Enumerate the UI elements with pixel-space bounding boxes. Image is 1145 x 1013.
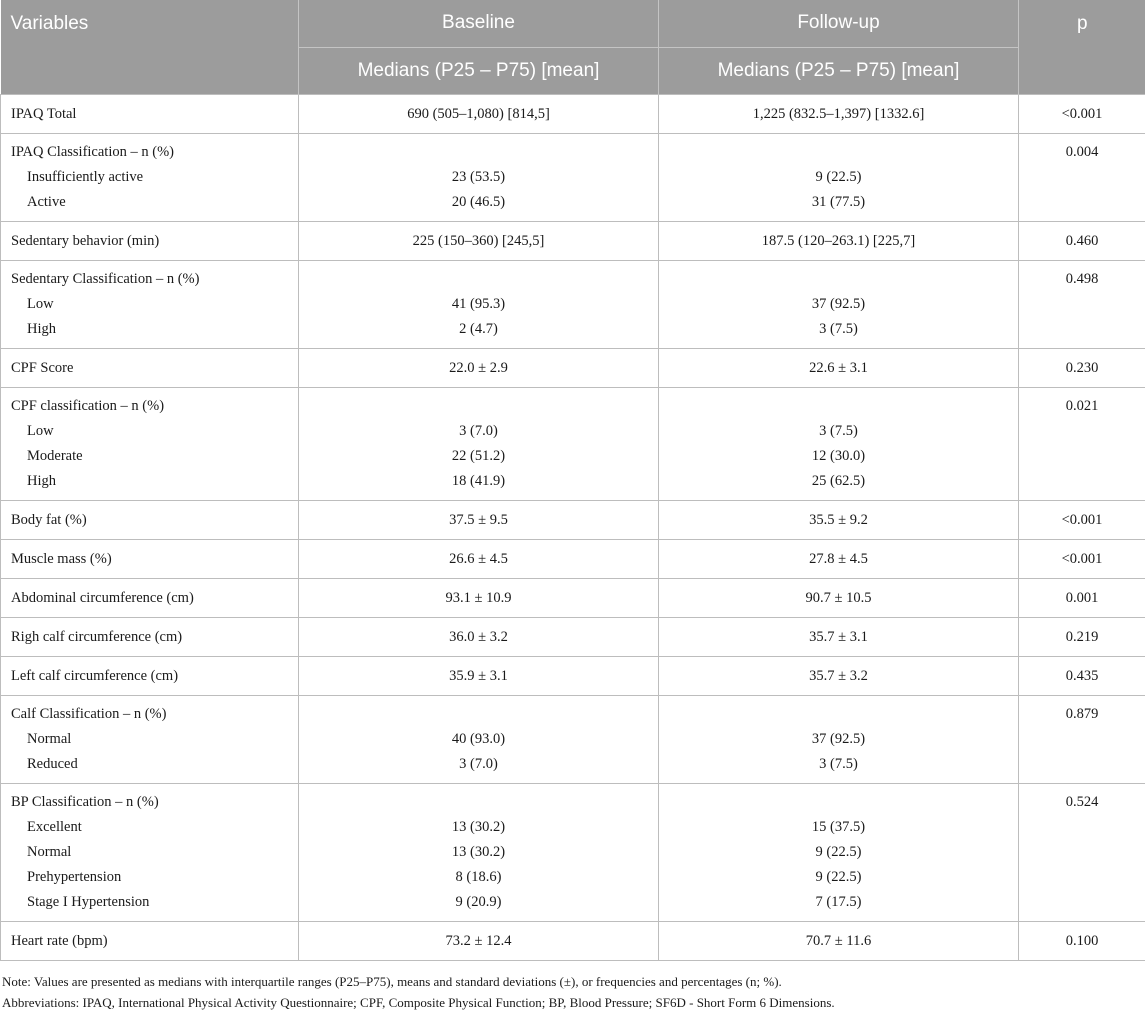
baseline-value: 3 (7.0) (309, 419, 648, 444)
spacer (309, 394, 648, 419)
baseline-value: 20 (46.5) (309, 190, 648, 215)
variable-label: Calf Classification – n (%) (11, 702, 288, 727)
cell-followup (659, 656, 1019, 695)
category-label: High (11, 469, 288, 494)
baseline-value: 18 (41.9) (309, 469, 648, 494)
cell-baseline (299, 348, 659, 387)
spacer (11, 494, 288, 500)
cell-variable (1, 783, 299, 921)
cell-baseline (299, 221, 659, 260)
cell-p-value (1019, 695, 1145, 783)
p-value: 0.021 (1029, 394, 1135, 419)
p-value: 0.524 (1029, 790, 1135, 815)
spacer (309, 267, 648, 292)
p-value: 0.100 (1029, 922, 1135, 960)
baseline-value: 9 (20.9) (309, 890, 648, 915)
variable-label: Sedentary behavior (min) (11, 222, 288, 260)
cell-baseline (299, 617, 659, 656)
category-label: Low (11, 292, 288, 317)
baseline-value: 26.6 ± 4.5 (309, 540, 648, 578)
category-label: Reduced (11, 752, 288, 777)
followup-value: 1,225 (832.5–1,397) [1332.6] (669, 95, 1008, 133)
category-label: Insufficiently active (11, 165, 288, 190)
cell-p-value (1019, 500, 1145, 539)
table-row (1, 695, 1145, 783)
followup-value: 35.7 ± 3.1 (669, 618, 1008, 656)
category-label: Active (11, 190, 288, 215)
table-row (1, 387, 1145, 500)
cell-baseline (299, 94, 659, 133)
cell-baseline (299, 783, 659, 921)
spacer (11, 915, 288, 921)
variable-label: CPF classification – n (%) (11, 394, 288, 419)
cell-p-value (1019, 656, 1145, 695)
table-row (1, 94, 1145, 133)
cell-followup (659, 500, 1019, 539)
category-label: Prehypertension (11, 865, 288, 890)
cell-variable (1, 617, 299, 656)
cell-followup (659, 617, 1019, 656)
cell-p-value (1019, 617, 1145, 656)
category-label: Excellent (11, 815, 288, 840)
followup-value: 12 (30.0) (669, 444, 1008, 469)
table-row (1, 656, 1145, 695)
cell-variable (1, 578, 299, 617)
baseline-value: 41 (95.3) (309, 292, 648, 317)
header-followup-sub: Medians (P25 – P75) [mean] (659, 47, 1019, 94)
table-row (1, 133, 1145, 221)
cell-followup (659, 133, 1019, 221)
cell-baseline (299, 921, 659, 960)
spacer (669, 702, 1008, 727)
baseline-value: 22 (51.2) (309, 444, 648, 469)
category-label: High (11, 317, 288, 342)
followup-value: 22.6 ± 3.1 (669, 349, 1008, 387)
cell-p-value (1019, 783, 1145, 921)
variable-label: Left calf circumference (cm) (11, 657, 288, 695)
baseline-value: 225 (150–360) [245,5] (309, 222, 648, 260)
spacer (669, 267, 1008, 292)
abbreviations-text: Abbreviations: IPAQ, International Physical Activity Questionnaire; CPF, Composite Physical Function; BP, Blood Pressure; SF6D - Short Form 6 Dimensions. (2, 992, 1143, 1013)
followup-value: 15 (37.5) (669, 815, 1008, 840)
table-row (1, 539, 1145, 578)
p-value: 0.460 (1029, 222, 1135, 260)
table-row (1, 260, 1145, 348)
baseline-value: 35.9 ± 3.1 (309, 657, 648, 695)
cell-variable (1, 221, 299, 260)
followup-value: 9 (22.5) (669, 165, 1008, 190)
cell-variable (1, 656, 299, 695)
spacer (309, 702, 648, 727)
followup-value: 37 (92.5) (669, 292, 1008, 317)
cell-baseline (299, 500, 659, 539)
cell-followup (659, 387, 1019, 500)
cell-followup (659, 578, 1019, 617)
followup-value: 90.7 ± 10.5 (669, 579, 1008, 617)
variable-label: Abdominal circumference (cm) (11, 579, 288, 617)
baseline-value: 37.5 ± 9.5 (309, 501, 648, 539)
category-label: Normal (11, 727, 288, 752)
header-baseline-sub: Medians (P25 – P75) [mean] (299, 47, 659, 94)
table-row (1, 783, 1145, 921)
table-row (1, 921, 1145, 960)
followup-value: 35.7 ± 3.2 (669, 657, 1008, 695)
p-value: <0.001 (1029, 540, 1135, 578)
baseline-value: 40 (93.0) (309, 727, 648, 752)
cell-p-value (1019, 348, 1145, 387)
followup-value: 7 (17.5) (669, 890, 1008, 915)
followup-value: 25 (62.5) (669, 469, 1008, 494)
cell-baseline (299, 695, 659, 783)
p-value: <0.001 (1029, 501, 1135, 539)
cell-p-value (1019, 539, 1145, 578)
cell-variable (1, 500, 299, 539)
table-row (1, 500, 1145, 539)
cell-variable (1, 921, 299, 960)
baseline-value: 36.0 ± 3.2 (309, 618, 648, 656)
baseline-value: 8 (18.6) (309, 865, 648, 890)
spacer (669, 140, 1008, 165)
cell-followup (659, 221, 1019, 260)
cell-variable (1, 133, 299, 221)
p-value: <0.001 (1029, 95, 1135, 133)
table-header (1, 0, 1145, 94)
category-label: Normal (11, 840, 288, 865)
cell-variable (1, 539, 299, 578)
cell-p-value (1019, 133, 1145, 221)
header-p: p (1019, 0, 1145, 94)
cell-p-value (1019, 921, 1145, 960)
header-baseline: Baseline (299, 0, 659, 47)
p-value: 0.219 (1029, 618, 1135, 656)
cell-followup (659, 348, 1019, 387)
cell-p-value (1019, 260, 1145, 348)
followup-value: 3 (7.5) (669, 752, 1008, 777)
p-value: 0.001 (1029, 579, 1135, 617)
p-value: 0.879 (1029, 702, 1135, 727)
baseline-value: 690 (505–1,080) [814,5] (309, 95, 648, 133)
followup-value: 187.5 (120–263.1) [225,7] (669, 222, 1008, 260)
table-row (1, 221, 1145, 260)
followup-value: 70.7 ± 11.6 (669, 922, 1008, 960)
table-row (1, 578, 1145, 617)
category-label: Low (11, 419, 288, 444)
variable-label: CPF Score (11, 349, 288, 387)
table-row (1, 348, 1145, 387)
p-value: 0.230 (1029, 349, 1135, 387)
cell-variable (1, 260, 299, 348)
baseline-value: 73.2 ± 12.4 (309, 922, 648, 960)
baseline-value: 3 (7.0) (309, 752, 648, 777)
category-label: Stage I Hypertension (11, 890, 288, 915)
spacer (309, 140, 648, 165)
spacer (11, 215, 288, 221)
table-notes (0, 961, 1145, 1013)
cell-followup (659, 921, 1019, 960)
cell-variable (1, 348, 299, 387)
spacer (669, 394, 1008, 419)
cell-followup (659, 260, 1019, 348)
baseline-value: 22.0 ± 2.9 (309, 349, 648, 387)
table-body (1, 94, 1145, 960)
variable-label: IPAQ Classification – n (%) (11, 140, 288, 165)
followup-value: 31 (77.5) (669, 190, 1008, 215)
baseline-value: 23 (53.5) (309, 165, 648, 190)
spacer (11, 777, 288, 783)
note-text: Note: Values are presented as medians with interquartile ranges (P25–P75), means and standard deviations (±), or frequencies and percentages (n; %). (2, 971, 1143, 992)
cell-followup (659, 539, 1019, 578)
followup-value: 3 (7.5) (669, 419, 1008, 444)
cell-variable (1, 94, 299, 133)
cell-baseline (299, 133, 659, 221)
variable-label: BP Classification – n (%) (11, 790, 288, 815)
cell-variable (1, 695, 299, 783)
cell-p-value (1019, 221, 1145, 260)
variable-label: IPAQ Total (11, 95, 288, 133)
cell-p-value (1019, 94, 1145, 133)
baseline-value: 2 (4.7) (309, 317, 648, 342)
variable-label: Body fat (%) (11, 501, 288, 539)
spacer (309, 790, 648, 815)
spacer (669, 790, 1008, 815)
baseline-value: 13 (30.2) (309, 815, 648, 840)
variable-label: Righ calf circumference (cm) (11, 618, 288, 656)
followup-value: 3 (7.5) (669, 317, 1008, 342)
header-followup: Follow-up (659, 0, 1019, 47)
baseline-value: 13 (30.2) (309, 840, 648, 865)
followup-value: 27.8 ± 4.5 (669, 540, 1008, 578)
cell-followup (659, 695, 1019, 783)
cell-p-value (1019, 387, 1145, 500)
cell-baseline (299, 260, 659, 348)
cell-p-value (1019, 578, 1145, 617)
header-variables: Variables (1, 0, 299, 94)
cell-followup (659, 94, 1019, 133)
cell-variable (1, 387, 299, 500)
p-value: 0.498 (1029, 267, 1135, 292)
followup-value: 37 (92.5) (669, 727, 1008, 752)
table-row (1, 617, 1145, 656)
cell-baseline (299, 578, 659, 617)
p-value: 0.435 (1029, 657, 1135, 695)
cell-baseline (299, 387, 659, 500)
variable-label: Muscle mass (%) (11, 540, 288, 578)
followup-value: 9 (22.5) (669, 865, 1008, 890)
variable-label: Heart rate (bpm) (11, 922, 288, 960)
variable-label: Sedentary Classification – n (%) (11, 267, 288, 292)
baseline-value: 93.1 ± 10.9 (309, 579, 648, 617)
p-value: 0.004 (1029, 140, 1135, 165)
followup-value: 35.5 ± 9.2 (669, 501, 1008, 539)
cell-baseline (299, 539, 659, 578)
category-label: Moderate (11, 444, 288, 469)
cell-followup (659, 783, 1019, 921)
cell-baseline (299, 656, 659, 695)
spacer (11, 342, 288, 348)
followup-value: 9 (22.5) (669, 840, 1008, 865)
